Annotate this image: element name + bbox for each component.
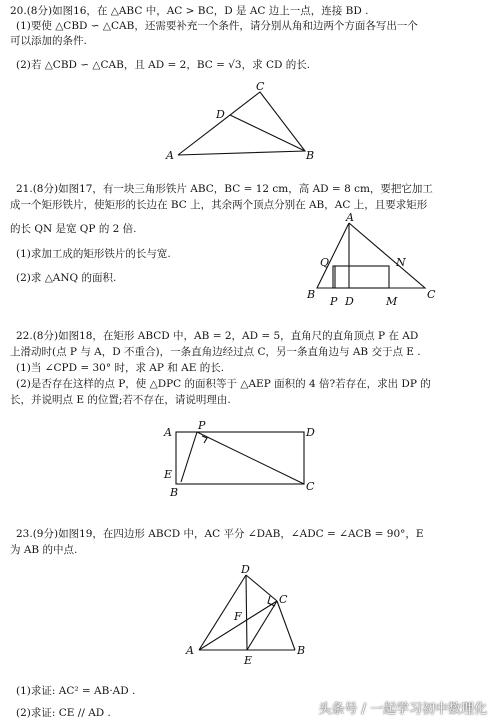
q23-figure — [176, 560, 316, 670]
q20-line4: (2)若 △CBD ∽ △CAB，且 AD = 2，BC = √3，求 CD 的长. — [16, 59, 311, 71]
q21-line3: 的长 QN 是宽 QP 的 2 倍. — [10, 223, 137, 235]
q20-line1: 20.(8分)如图16，在 △ABC 中，AC > BC，D 是 AC 边上一点，连接 BD . — [10, 5, 369, 17]
q23-segment-ac — [199, 601, 277, 650]
q23-label-f: F — [234, 610, 242, 623]
q21-rectangle-pmnq — [333, 266, 389, 288]
q21-line5: (2)求 △ANQ 的面积. — [16, 272, 117, 284]
q23-label-c: C — [279, 593, 288, 606]
q21-label-b: B — [307, 288, 316, 301]
q23-segment-ce — [247, 601, 277, 650]
q22-segment-pc — [197, 432, 304, 484]
q21-line2: 成一个矩形铁片，使矩形的长边在 BC 上，其余两个顶点分别在 AB，AC 上，且要求矩形 — [10, 199, 428, 211]
q23-segment-de — [246, 575, 247, 650]
q23-segment-cb — [277, 601, 295, 650]
q23-right-angle-mark — [268, 596, 275, 606]
q21-line1: 21.(8分)如图17，有一块三角形铁片 ABC，BC = 12 cm，高 AD = 8 cm，要把它加工 — [16, 183, 433, 195]
q22-line1: 22.(8分)如图18，在矩形 ABCD 中，AB = 2，AD = 5，直角尺的直角顶点 P 在 AD — [16, 330, 419, 342]
q20-line3: 可以添加的条件. — [10, 35, 87, 47]
q22-segment-pe — [181, 432, 197, 482]
q23-line2: 为 AB 的中点. — [10, 544, 78, 556]
q22-label-a: A — [164, 426, 172, 439]
q20-segment-bd — [230, 115, 305, 151]
watermark: 头条号 / 一起学习初中数理化 — [318, 702, 487, 717]
q23-label-a: A — [186, 644, 194, 657]
q22-line4: (2)是否存在这样的点 P，使 △DPC 的面积等于 △AEP 面积的 4 倍?若存在，求出 DP 的 — [16, 378, 431, 390]
q20-label-a: A — [166, 149, 174, 162]
q22-rectangle-abcd — [176, 432, 304, 484]
q22-label-e: E — [164, 468, 173, 481]
q22-label-d: D — [306, 426, 315, 439]
q23-label-d: D — [241, 563, 250, 576]
q22-line3: (1)当 ∠CPD = 30° 时，求 AP 和 AE 的长. — [16, 362, 225, 374]
q21-line4: (1)求加工成的矩形铁片的长与宽. — [16, 248, 171, 260]
q21-label-c: C — [427, 288, 436, 301]
q21-label-p: P — [330, 295, 338, 308]
q20-line2: (1)要使 △CBD ∽ △CAB，还需要补充一个条件，请分别从角和边两个方面各写出一个 — [16, 20, 418, 32]
q20-figure — [160, 78, 330, 168]
q23-line1: 23.(9分)如图19，在四边形 ABCD 中，AC 平分 ∠DAB，∠ADC = ∠ACB = 90°，E — [16, 528, 424, 540]
q23-line4: (2)求证: CE // AD . — [16, 707, 111, 719]
q23-label-b: B — [297, 644, 306, 657]
q21-label-a: A — [346, 212, 354, 224]
q22-line2: 上滑动时(点 P 与 A，D 不重合)，一条直角边经过点 C，另一条直角边与 AB 交于点 E . — [10, 346, 421, 358]
q23-segment-dc — [246, 575, 277, 601]
q22-label-p: P — [198, 419, 206, 432]
q21-figure — [300, 212, 450, 312]
q23-label-e: E — [244, 654, 253, 667]
q21-label-d: D — [345, 295, 354, 308]
q22-line5: 长，并说明点 E 的位置;若不存在，请说明理由. — [10, 394, 231, 406]
q22-figure — [160, 418, 320, 500]
q22-label-c: C — [306, 480, 315, 493]
q21-label-n: N — [396, 256, 406, 269]
q20-label-c: C — [256, 80, 265, 93]
q20-label-b: B — [306, 149, 315, 162]
q22-label-b: B — [170, 486, 179, 499]
q21-label-m: M — [386, 295, 398, 308]
q21-label-q: Q — [320, 256, 330, 269]
q23-line3: (1)求证: AC² = AB·AD . — [16, 685, 136, 697]
q20-triangle-abc — [178, 92, 305, 155]
q20-label-d: D — [216, 108, 225, 121]
